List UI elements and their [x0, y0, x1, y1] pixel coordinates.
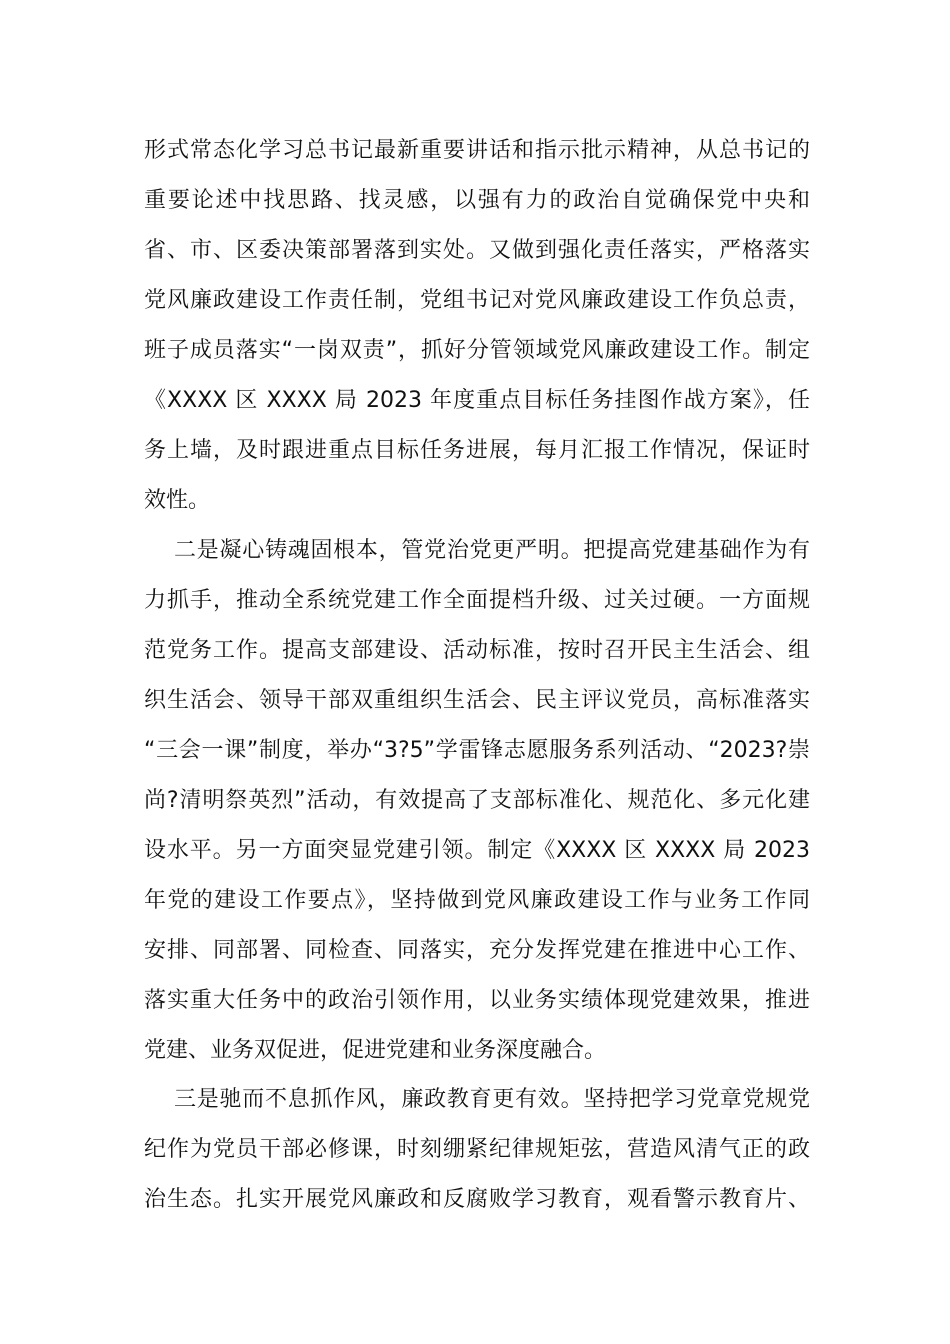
text-line: 力抓手，推动全系统党建工作全面提档升级、过关过硬。一方面规 [144, 588, 810, 613]
text-line: 设水平。另一方面突显党建引领。制定《XXXX 区 XXXX 局 2023 [144, 838, 810, 863]
text-line: 班子成员落实“一岗双责”，抓好分管领域党风廉政建设工作。制定 [144, 338, 810, 363]
paragraph-2 [144, 526, 810, 1076]
text-line: 纪作为党员干部必修课，时刻绷紧纪律规矩弦，营造风清气正的政 [144, 1137, 810, 1162]
text-line: 落实重大任务中的政治引领作用，以业务实绩体现党建效果，推进 [144, 988, 810, 1013]
text-line: 安排、同部署、同检查、同落实，充分发挥党建在推进中心工作、 [144, 938, 810, 963]
text-line: 年党的建设工作要点》，坚持做到党风廉政建设工作与业务工作同 [144, 888, 810, 913]
paragraph-3 [144, 1075, 810, 1225]
text-line: “三会一课”制度，举办“3?5”学雷锋志愿服务系列活动、“2023?崇 [144, 738, 810, 763]
text-line: 《XXXX 区 XXXX 局 2023 年度重点目标任务挂图作战方案》，任 [144, 388, 810, 413]
text-line: 党风廉政建设工作责任制，党组书记对党风廉政建设工作负总责， [144, 288, 810, 313]
text-line: 党建、业务双促进，促进党建和业务深度融合。 [144, 1038, 607, 1063]
text-line: 省、市、区委决策部署落到实处。又做到强化责任落实，严格落实 [144, 238, 810, 263]
text-line: 形式常态化学习总书记最新重要讲话和指示批示精神，从总书记的 [144, 138, 810, 163]
text-line: 重要论述中找思路、找灵感，以强有力的政治自觉确保党中央和 [144, 188, 810, 213]
paragraph-1 [144, 126, 810, 526]
text-line: 织生活会、领导干部双重组织生活会、民主评议党员，高标准落实 [144, 688, 810, 713]
text-line: 效性。 [144, 488, 211, 513]
text-line: 三是驰而不息抓作风，廉政教育更有效。坚持把学习党章党规党 [174, 1087, 810, 1112]
text-line: 治生态。扎实开展党风廉政和反腐败学习教育，观看警示教育片、 [144, 1187, 810, 1212]
text-line: 二是凝心铸魂固根本，管党治党更严明。把提高党建基础作为有 [174, 538, 810, 563]
text-line: 尚?清明祭英烈”活动，有效提高了支部标准化、规范化、多元化建 [144, 788, 810, 813]
text-line: 范党务工作。提高支部建设、活动标准，按时召开民主生活会、组 [144, 638, 810, 663]
text-line: 务上墙，及时跟进重点目标任务进展，每月汇报工作情况，保证时 [144, 438, 810, 463]
